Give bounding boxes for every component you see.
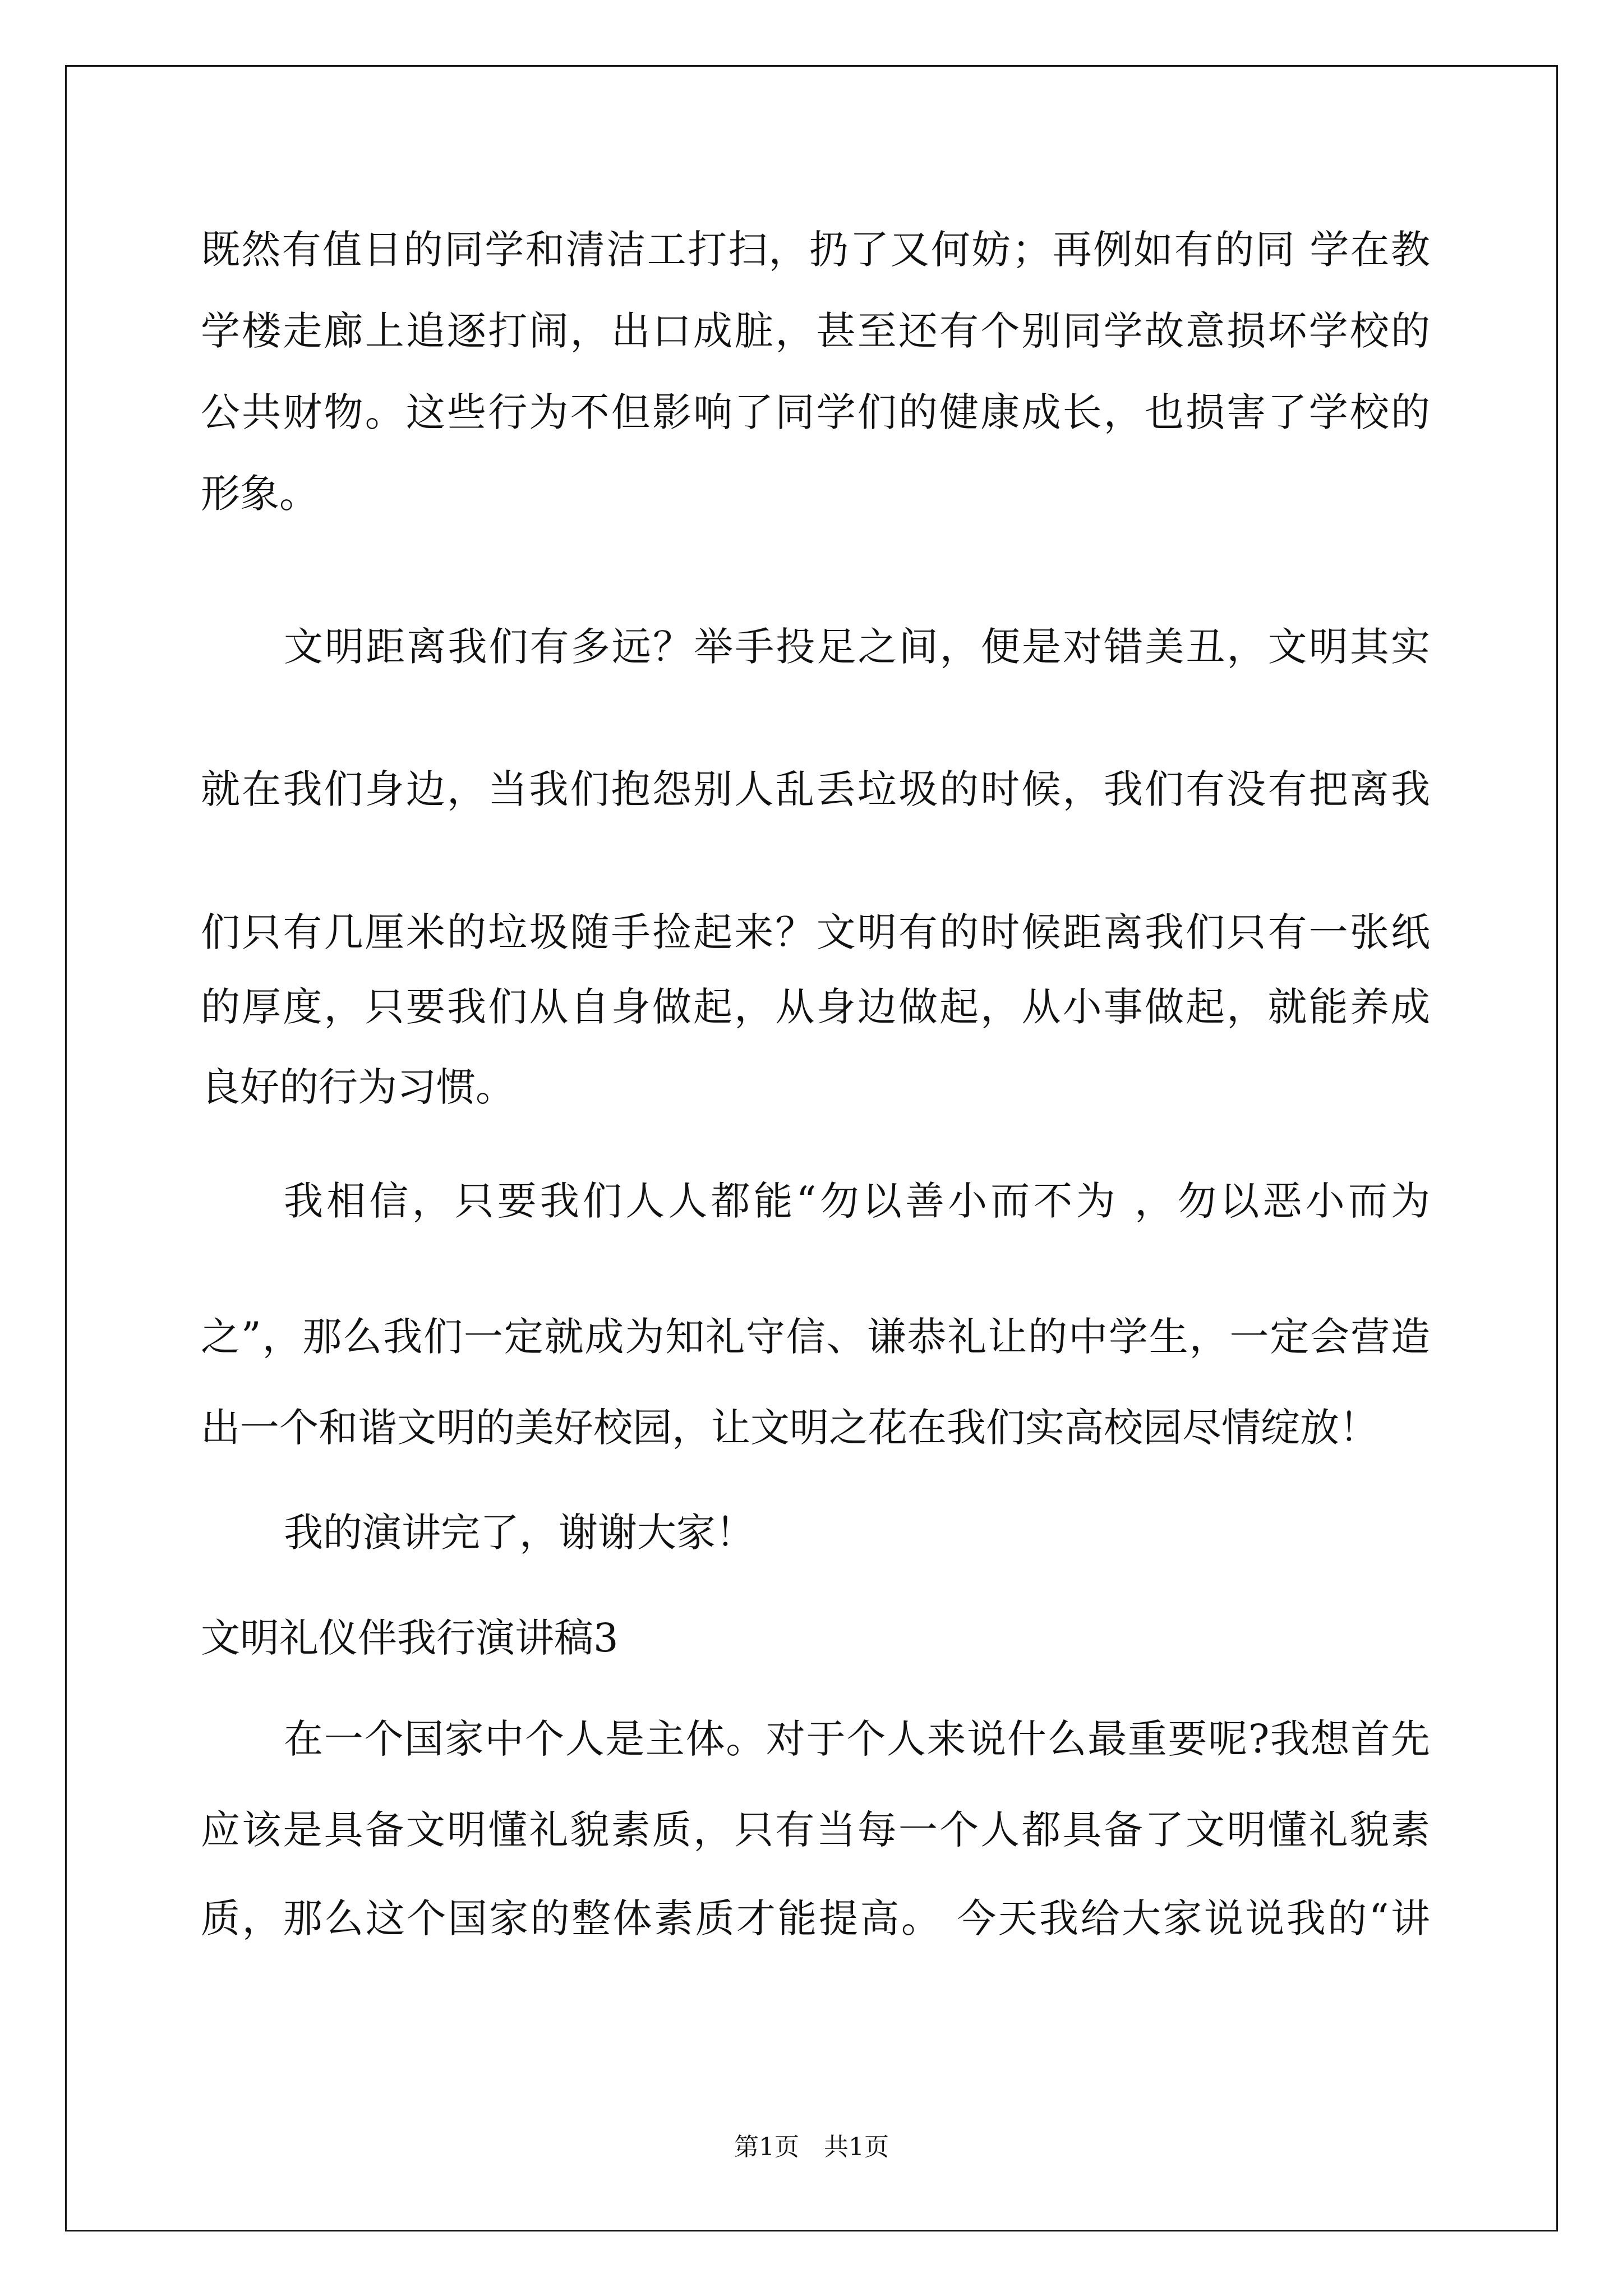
text-line: 学楼走廊上追逐打闹，出口成脏，甚至还有个别同学故意损坏学校的	[201, 308, 1430, 354]
paragraph-first-line: 在一个国家中个人是主体。对于个人来说什么最重要呢?我想首先	[284, 1716, 1430, 1762]
text-line: 公共财物。这些行为不但影响了同学们的健康成长，也损害了学校的	[201, 389, 1430, 435]
paragraph-first-line: 我相信，只要我们人人都能“勿以善小而不为 ，勿以恶小而为	[284, 1178, 1430, 1224]
text-line: 应该是具备文明懂礼貌素质，只有当每一个人都具备了文明懂礼貌素	[201, 1807, 1430, 1853]
text-line: 们只有几厘米的垃圾随手捡起来？文明有的时候距离我们只有一张纸	[201, 909, 1430, 955]
text-line: 的厚度，只要我们从自身做起，从身边做起，从小事做起，就能养成	[201, 984, 1430, 1030]
paragraph-first-line: 我的演讲完了，谢谢大家！	[284, 1510, 755, 1556]
text-line: 出一个和谐文明的美好校园，让文明之花在我们实高校园尽情绽放！	[201, 1405, 1378, 1451]
text-line: 质，那么这个国家的整体素质才能提高。 今天我给大家说说我的“讲	[201, 1895, 1430, 1941]
text-line: 就在我们身边，当我们抱怨别人乱丢垃圾的时候，我们有没有把离我	[201, 766, 1430, 812]
text-line: 既然有值日的同学和清洁工打扫，扔了又何妨；再例如有的同 学在教	[201, 227, 1430, 273]
paragraph-first-line: 文明距离我们有多远？举手投足之间，便是对错美丑，文明其实	[284, 624, 1430, 670]
text-line: 良好的行为习惯。	[201, 1064, 515, 1110]
section-heading: 文明礼仪伴我行演讲稿3	[201, 1615, 619, 1661]
text-line: 形象。	[201, 471, 319, 517]
text-line: 之”，那么我们一定就成为知礼守信、谦恭礼让的中学生，一定会营造	[201, 1314, 1430, 1360]
page-footer: 第1页 共1页	[734, 2133, 889, 2161]
